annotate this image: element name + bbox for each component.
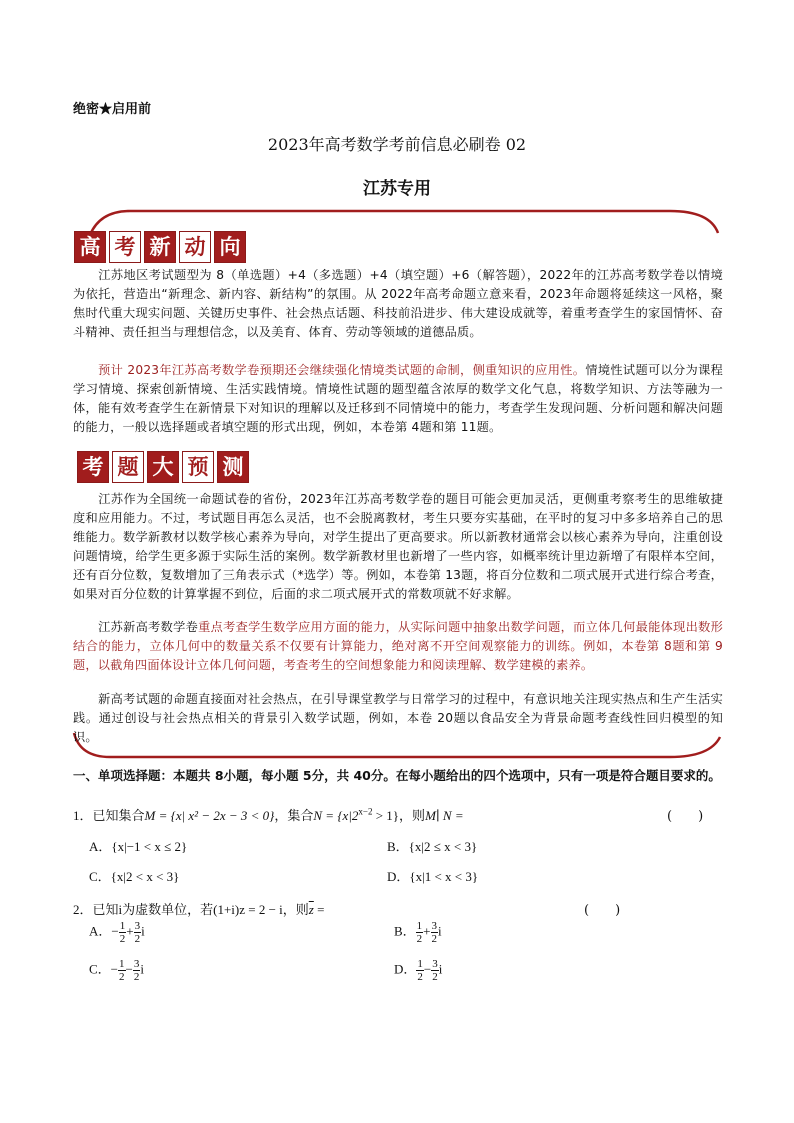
option-label: C． <box>89 961 111 977</box>
banner-char: 高 <box>74 231 106 263</box>
banner-char: 考 <box>109 231 141 263</box>
sign: − <box>423 961 432 977</box>
paragraph-text: 江苏新高考数学卷 <box>98 620 199 634</box>
q1-answer-paren: ( ) <box>667 809 704 824</box>
fraction: $\frac{3}{2}$ <box>133 958 140 983</box>
q2-text: 2．已知i为虚数单位，若(1+i)z = 2 − i，则 <box>73 902 309 917</box>
q1-option-c: C．{x|2 < x < 3} <box>89 869 180 884</box>
banner-char: 考 <box>77 451 109 483</box>
paragraph-text: 情境性试题可以分为课程学习情境、探索创新情境、生活实践情境。情境性试题的题型蕴含浓厚的数学文化气息，将数学知识、方法等融为一体，能有效考查学生在新情景下对知识的理解以及迁移到不同情境中的能力，考查学生发现问题、分析问题和解决问题的能力，一般以选择题或者填空题的形式出现，例如，本卷第 4题和第 11题。 <box>73 363 723 434</box>
q2-answer-paren: ( ) <box>584 903 621 918</box>
q2-option-c <box>89 958 144 983</box>
sign: − <box>125 961 133 977</box>
banner-char: 大 <box>147 451 179 483</box>
sign: − <box>111 923 119 939</box>
fraction: $\frac{1}{2}$ <box>417 958 423 983</box>
sign: + <box>126 923 134 939</box>
option-label: A． <box>89 923 112 939</box>
q2-option-a <box>89 920 145 945</box>
banner-char: 测 <box>217 451 249 483</box>
paragraph-intro <box>73 266 723 342</box>
fraction: $\frac{3}{2}$ <box>432 958 438 983</box>
q1-exponent: x−2 <box>358 806 373 817</box>
banner-char: 预 <box>182 451 214 483</box>
banner-big-prediction <box>77 451 249 483</box>
option-label: D． <box>394 961 417 977</box>
question-2-stem <box>73 899 324 918</box>
q2-option-d <box>394 958 442 983</box>
section-heading: 一、单项选择题：本题共 8小题，每小题 5分，共 40分。在每小题给出的四个选项中，只有一项是符合题目要求的。 <box>73 768 721 783</box>
q1-option-a: A．{x|−1 < x ≤ 2} <box>89 839 188 854</box>
sign: + <box>423 923 431 939</box>
imag-unit: i <box>438 961 443 977</box>
paragraph-text: 江苏地区考试题型为 8（单选题）+4（多选题）+4（填空题）+6（解答题），2022年的江苏高考数学卷以情境为依托，营造出“新理念、新内容、新结构”的氛围。从 2022年高考命题立意来看，2023年命题将延续这一风格，聚焦时代重大现实问题、关键历史事件、社会热点话题、科技前沿进步、伟大建设成就等，着重考查学生的家国情怀、奋斗精神、责任担当与理想信念，以及美育、体育、劳动等领域的道德品质。 <box>73 268 723 339</box>
banner-char: 向 <box>214 231 246 263</box>
page-title: 2023年高考数学考前信息必刷卷 02 <box>267 135 527 154</box>
q1-option-d: D．{x|1 < x < 3} <box>387 869 479 884</box>
paragraph-geometry <box>73 618 723 675</box>
banner-char: 新 <box>144 231 176 263</box>
fraction: $\frac{3}{2}$ <box>431 920 438 945</box>
q1-set-m: M = {x| x² − 2x − 3 < 0} <box>144 808 275 823</box>
q1-text: 1．已知集合 <box>73 808 145 823</box>
paragraph-text: 江苏作为全国统一命题试卷的省份，2023年江苏高考数学卷的题目可能会更加灵活，更侧重考察考生的思维敏捷度和应用能力。不过，考试题目再怎么灵活，也不会脱离教材，考生只要夯实基础，在平时的复习中多多培养自己的思维能力。数学新教材以数学核心素养为导向，对学生提出了更高要求。所以新教材通常会以核心素养为导向，注重创设问题情境，给学生更多源于实际生活的案例。数学新教材里也新增了一些内容，如概率统计里边新增了有限样本空间，还有百分位数，复数增加了三角表示式（*选学）等。例如，本卷第 13题，将百分位数和二项式展开式进行综合考查，如果对百分位数的计算掌握不到位，后面的求二项式展开式的常数项就不好求解。 <box>73 492 723 601</box>
fraction: $\frac{1}{2}$ <box>119 920 126 945</box>
imag-unit: i <box>141 923 145 939</box>
q2-z-bar: $\overline{z}$ <box>308 902 314 917</box>
highlight-text: 预计 2023年江苏高考数学卷预期还会继续强化情境类试题的命制，侧重知识的应用性。 <box>98 363 586 377</box>
question-1-stem <box>73 805 464 824</box>
option-label: B． <box>394 923 416 939</box>
sign: − <box>110 961 119 977</box>
fraction: $\frac{1}{2}$ <box>119 958 125 983</box>
q1-option-b: B．{x|2 ≤ x < 3} <box>387 839 478 854</box>
highlight-text: 例如，本卷第 8题和第 9题，以截角四面体设计立体几何问题，考查考生的空间想象能力和阅读理解、数学建模的素养。 <box>73 639 723 672</box>
fraction: $\frac{1}{2}$ <box>416 920 423 945</box>
paragraph-prediction <box>73 361 723 437</box>
fraction: $\frac{3}{2}$ <box>134 920 141 945</box>
q1-text: ，则 <box>399 808 426 823</box>
imag-unit: i <box>140 961 144 977</box>
imag-unit: i <box>438 923 442 939</box>
q2-option-b <box>394 920 442 945</box>
q1-text: ，集合 <box>274 808 314 823</box>
q2-text: = <box>313 902 325 917</box>
banner-new-trends <box>74 231 246 263</box>
banner-char: 题 <box>112 451 144 483</box>
page-subtitle: 江苏专用 <box>363 179 431 199</box>
q1-set-n: N = {x|2 <box>313 808 359 823</box>
confidential-label: 绝密★启用前 <box>73 102 152 117</box>
banner-char: 动 <box>179 231 211 263</box>
highlight-text: 重点考查学生数学应用方面的能力，从实际问题中抽象出数学问题，而立体几何最能体现出数形结合的能力，立体几何中的数量关系不仅要有计算能力，绝对离不开空间观察能力的训练。 <box>73 620 723 653</box>
q1-set-n-end: > 1} <box>372 808 400 823</box>
q1-ask: M∣ N = <box>425 808 464 823</box>
paragraph-hotspots <box>73 690 723 747</box>
paragraph-text: 新高考试题的命题直接面对社会热点，在引导课堂教学与日常学习的过程中，有意识地关注现实热点和生产生活实践。通过创设与社会热点相关的背景引入数学试题，例如，本卷 20题以食品安全为背景命题考查线性回归模型的知识。 <box>73 692 723 744</box>
paragraph-flexibility <box>73 490 723 604</box>
